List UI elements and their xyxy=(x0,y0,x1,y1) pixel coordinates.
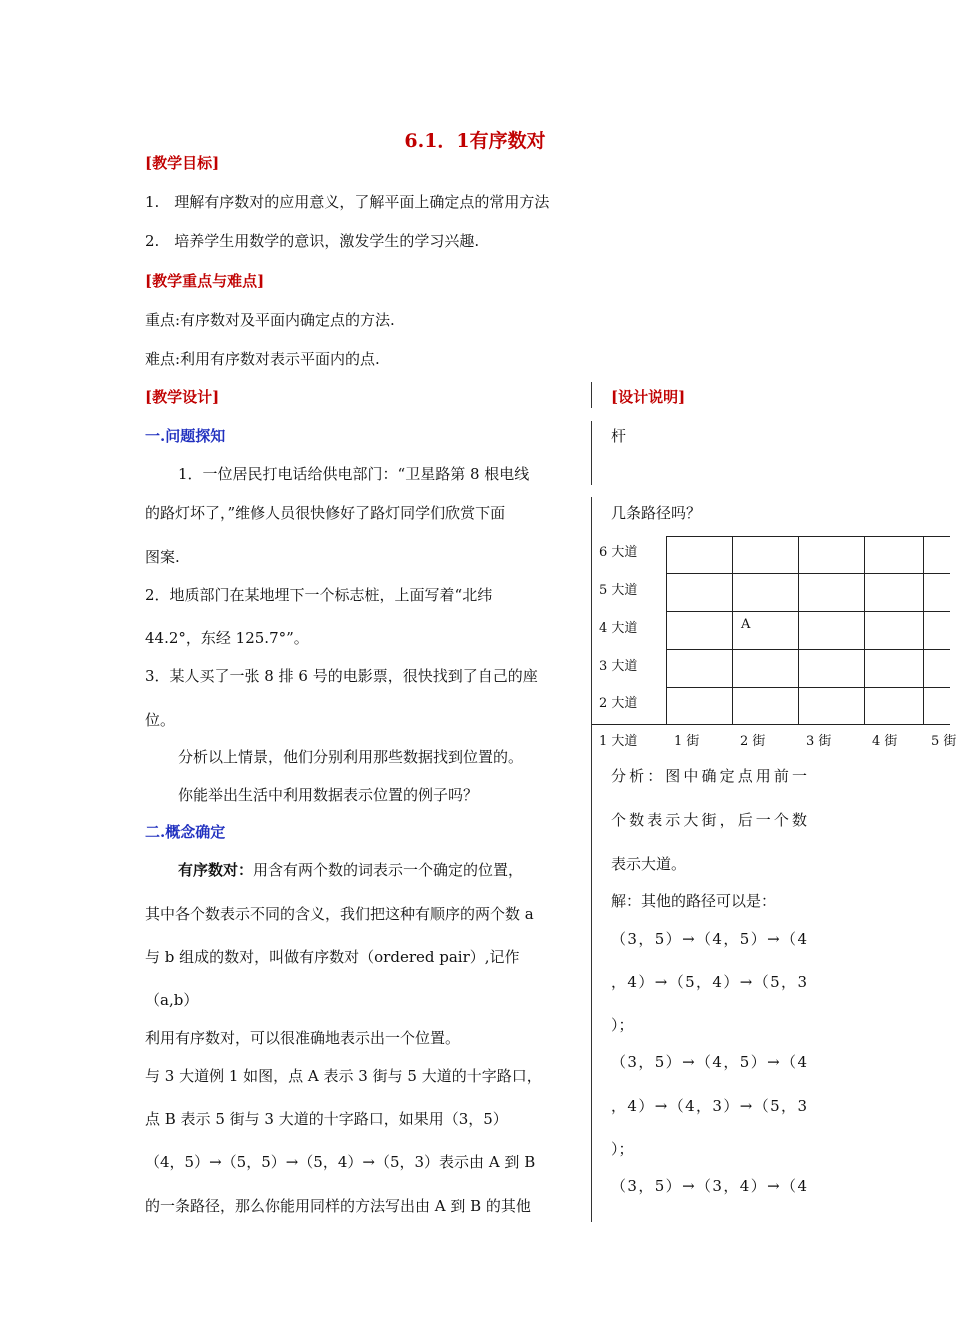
definition-line xyxy=(178,859,523,880)
street-label: 1 街 xyxy=(674,734,700,749)
street-label: 5 街 xyxy=(931,734,956,749)
path-line: ）； xyxy=(611,1016,634,1034)
key-point: 重点:有序数对及平面内确定点的方法. xyxy=(145,311,395,329)
analysis-line xyxy=(611,765,807,786)
path-text: ，4）→（4，3）→（5，3 xyxy=(611,1097,807,1115)
note-fragment: 杆 xyxy=(611,427,627,445)
column-divider xyxy=(591,421,592,485)
question-1-line: 1．一位居民打电话给供电部门：“卫星路第 8 根电线 xyxy=(178,465,530,483)
example-line: 的一条路径，那么你能用同样的方法写出由 A 到 B 的其他 xyxy=(145,1197,531,1215)
point-a-label: A xyxy=(741,617,751,632)
definition-line: （a,b） xyxy=(145,991,199,1009)
avenue-label: 3 大道 xyxy=(599,659,638,674)
analysis-text: 个数表示大街，后一个数 xyxy=(611,811,807,829)
part1-title: 一.问题探知 xyxy=(145,427,226,445)
grid-line xyxy=(864,536,865,725)
path-text: （3，5）→（4，5）→（4 xyxy=(611,1053,807,1071)
column-divider xyxy=(591,497,592,1222)
question-3-line: 3．某人买了一张 8 排 6 号的电影票，很快找到了自己的座 xyxy=(145,667,538,685)
goal-item: 2. 培养学生用数学的意识，激发学生的学习兴趣. xyxy=(145,232,480,250)
grid-line xyxy=(666,573,950,574)
avenue-label: 2 大道 xyxy=(599,696,638,711)
page-title: 6.1．1有序数对 xyxy=(404,130,546,152)
usage-line: 利用有序数对，可以很准确地表示出一个位置。 xyxy=(145,1029,461,1047)
grid-line xyxy=(732,536,733,725)
grid-line xyxy=(666,649,950,650)
design-header: [教学设计] xyxy=(145,388,220,406)
solution-title: 解：其他的路径可以是： xyxy=(611,892,777,910)
path-text: （3，5）→（4，5）→（4 xyxy=(611,930,807,948)
note-fragment: 几条路径吗？ xyxy=(611,504,702,522)
part2-title: 二.概念确定 xyxy=(145,823,226,841)
definition-text: 用含有两个数的词表示一个确定的位置， xyxy=(253,861,524,879)
grid-line xyxy=(798,536,799,725)
avenue-label: 1 大道 xyxy=(599,734,638,749)
question-2-line: 2．地质部门在某地埋下一个标志桩，上面写着“北纬 xyxy=(145,586,493,604)
example-line: 点 B 表示 5 街与 3 大道的十字路口，如果用（3，5） xyxy=(145,1110,508,1128)
example-line: （4，5）→（5，5）→（5，4）→（5，3）表示由 A 到 B xyxy=(145,1153,536,1171)
avenue-label: 4 大道 xyxy=(599,621,638,636)
grid-line xyxy=(666,536,950,537)
path-text: （3，5）→（3，4）→（4 xyxy=(611,1177,807,1195)
question-text: 你能举出生活中利用数据表示位置的例子吗？ xyxy=(178,786,479,804)
column-divider xyxy=(591,382,592,408)
question-2-line: 44.2°，东经 125.7°”。 xyxy=(145,629,309,647)
path-line xyxy=(611,971,807,992)
analysis-line: 表示大道。 xyxy=(611,855,687,873)
analysis-text: 分析以上情景，他们分别利用那些数据找到位置的。 xyxy=(178,748,524,766)
definition-line: 其中各个数表示不同的含义，我们把这种有顺序的两个数 a xyxy=(145,905,534,923)
key-header: [教学重点与难点] xyxy=(145,272,265,290)
example-line: 与 3 大道例 1 如图，点 A 表示 3 街与 5 大道的十字路口， xyxy=(145,1067,542,1085)
definition-line: 与 b 组成的数对，叫做有序数对（ordered pair）,记作 xyxy=(145,948,520,966)
grid-line xyxy=(666,536,667,725)
analysis-line xyxy=(611,809,807,830)
notes-header: [设计说明] xyxy=(611,388,686,406)
path-line: ）； xyxy=(611,1140,634,1158)
analysis-text: 分析：图中确定点用前一 xyxy=(611,767,807,785)
avenue-label: 5 大道 xyxy=(599,583,638,598)
path-text: ，4）→（5，4）→（5，3 xyxy=(611,973,807,991)
question-3-line: 位。 xyxy=(145,711,176,729)
street-label: 3 街 xyxy=(806,734,832,749)
path-line xyxy=(611,1095,807,1116)
grid-line xyxy=(666,611,950,612)
avenue-label: 6 大道 xyxy=(599,545,638,560)
grid-line xyxy=(923,536,924,725)
path-line xyxy=(611,1051,807,1072)
question-1-line: 图案. xyxy=(145,548,180,566)
goals-header: [教学目标] xyxy=(145,154,220,172)
grid-line xyxy=(592,724,950,725)
path-line xyxy=(611,928,807,949)
difficulty: 难点:利用有序数对表示平面内的点. xyxy=(145,350,380,368)
street-label: 2 街 xyxy=(740,734,766,749)
goal-item: 1. 理解有序数对的应用意义，了解平面上确定点的常用方法 xyxy=(145,193,550,211)
grid-line xyxy=(666,687,950,688)
question-1-line: 的路灯坏了，”维修人员很快修好了路灯同学们欣赏下面 xyxy=(145,504,506,522)
path-line xyxy=(611,1175,807,1196)
definition-term: 有序数对： xyxy=(178,861,254,879)
street-label: 4 街 xyxy=(872,734,898,749)
